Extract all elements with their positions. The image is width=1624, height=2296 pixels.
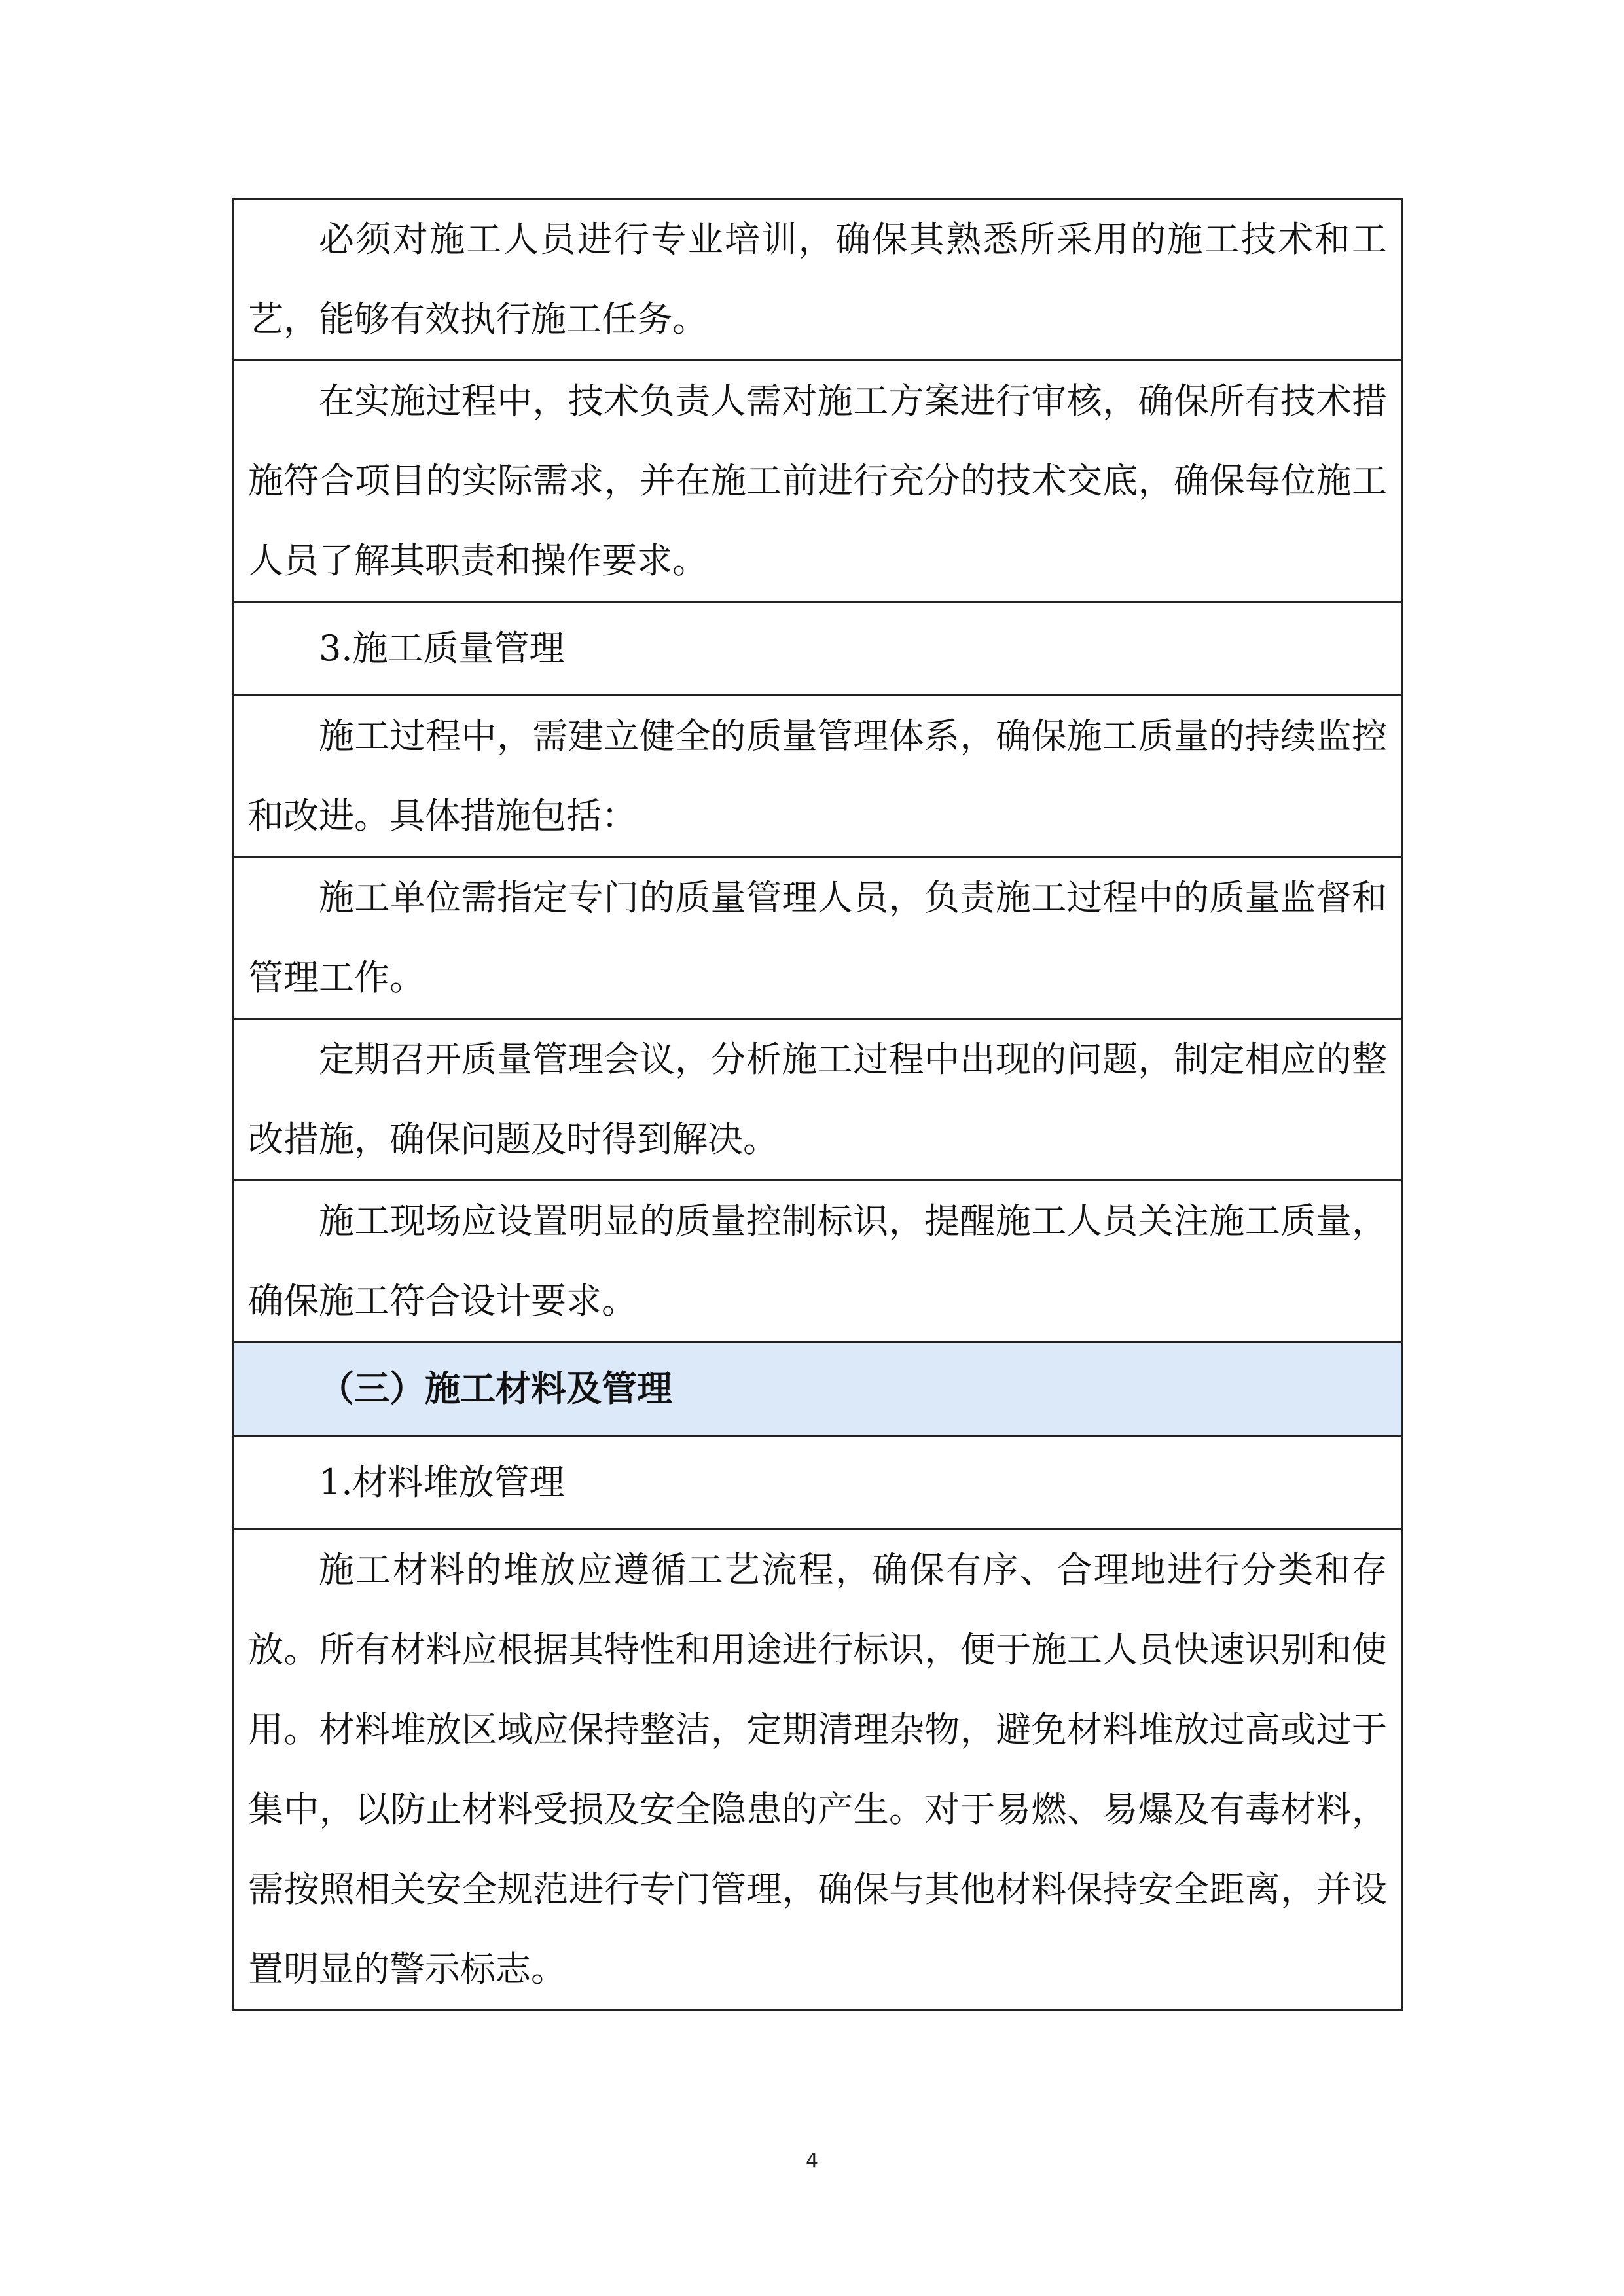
subheading-quality-management: 3.施工质量管理 (234, 601, 1401, 694)
table-row-material-storage: 施工材料的堆放应遵循工艺流程，确保有序、合理地进行分类和存放。所有材料应根据其特性和用途进行标识，便于施工人员快速识别和使用。材料堆放区域应保持整洁，定期清理杂物，避免材料堆放过高或过于集中，以防止材料受损及安全隐患的产生。对于易燃、易爆及有毒材料，需按照相关安全规范进行专门管理，确保与其他材料保持安全距离，并设置明显的警示标志。 (234, 1528, 1401, 2009)
page-number: 4 (805, 2149, 819, 2172)
section-heading-materials: （三）施工材料及管理 (234, 1341, 1401, 1435)
content-table (232, 198, 1403, 2011)
table-row-quality-signage: 施工现场应设置明显的质量控制标识，提醒施工人员关注施工质量，确保施工符合设计要求。 (234, 1179, 1401, 1341)
table-row-training: 必须对施工人员进行专业培训，确保其熟悉所采用的施工技术和工艺，能够有效执行施工任务。 (248, 219, 1387, 340)
table-row-quality-system: 施工过程中，需建立健全的质量管理体系，确保施工质量的持续监控和改进。具体措施包括： (234, 694, 1401, 856)
table-row-quality-meetings: 定期召开质量管理会议，分析施工过程中出现的问题，制定相应的整改措施，确保问题及时得到解决。 (234, 1018, 1401, 1179)
table-row-quality-staff: 施工单位需指定专门的质量管理人员，负责施工过程中的质量监督和管理工作。 (234, 856, 1401, 1018)
table-row-technical-review: 在实施过程中，技术负责人需对施工方案进行审核，确保所有技术措施符合项目的实际需求，并在施工前进行充分的技术交底，确保每位施工人员了解其职责和操作要求。 (234, 359, 1401, 601)
subheading-material-storage: 1.材料堆放管理 (234, 1435, 1401, 1528)
